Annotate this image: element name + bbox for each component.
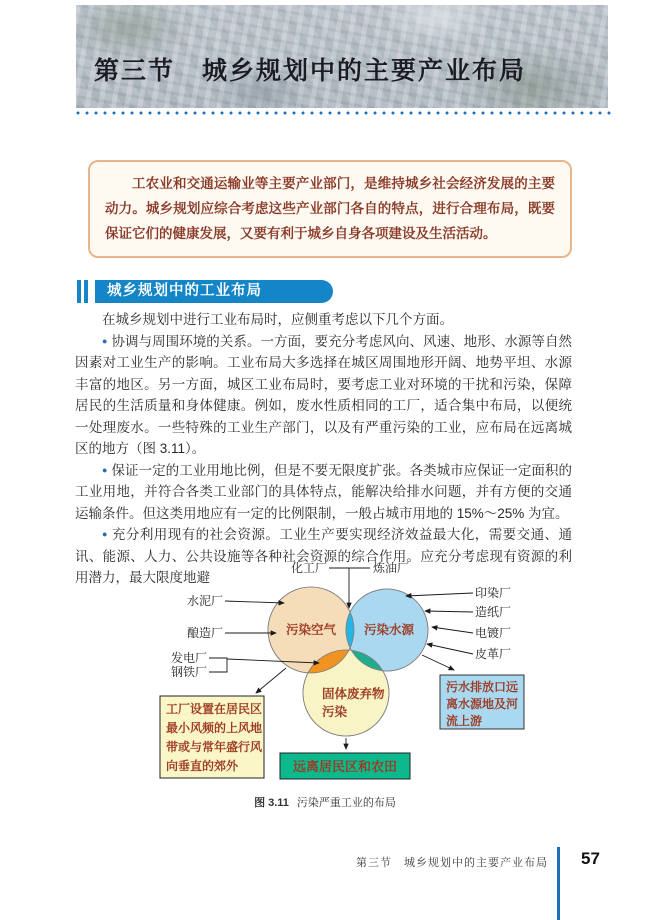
pollution-venn-diagram <box>75 556 575 796</box>
air-note-line: 最小风频的上风地 <box>166 721 263 735</box>
body-paragraph: 在城乡规划中进行工业布局时，应侧重考虑以下几个方面。 <box>102 312 453 327</box>
footer-section-title: 第三节 城乡规划中的主要产业布局 <box>356 857 548 869</box>
bullet-icon: ● <box>102 529 108 539</box>
body-paragraph: ● 充分利用现有的社会资源。工业生产要实现经济效益最大化，需要交通、通讯、能源、人力、公共设施等各种社会资源的综合作用。应充分考虑现有资源的利用潜力，最大限度地避 <box>75 527 573 585</box>
water-note-line: 污水排放口远 <box>446 680 519 694</box>
label-cement-plant: 水泥厂 <box>186 594 223 608</box>
label-electroplating-plant: 电镀厂 <box>475 626 512 640</box>
figure-caption-text: 污染严重工业的布局 <box>296 797 396 809</box>
section-heading-label: 城乡规划中的工业布局 <box>95 280 333 303</box>
dotted-divider <box>76 111 613 115</box>
solid-note-label: 远离居民区和农田 <box>292 759 398 774</box>
solid-waste-label-line1: 固体废弃物 <box>322 687 385 701</box>
section-heading <box>77 280 333 303</box>
label-leather-plant: 皮革厂 <box>475 647 512 661</box>
body-text <box>75 309 572 589</box>
air-note-line: 带或与常年盛行风 <box>166 740 263 754</box>
label-power-plant: 发电厂 <box>170 651 207 665</box>
label-steel-plant: 钢铁厂 <box>170 665 207 679</box>
intro-box <box>88 160 572 258</box>
air-note-line: 工厂设置在居民区 <box>166 702 263 716</box>
body-paragraph: ● 保证一定的工业用地比例，但是不要无限度扩张。各类城市应保证一定面积的工业用地，并符合各类工业部门的具体特点，能解决给排水问题，并有方便的交通运输条件。但这类用地应有一定的比例限制，一般占城市用地的 15%～25% 为宜。 <box>75 462 572 521</box>
header-aerial-photo <box>76 5 608 108</box>
bullet-icon: ● <box>102 464 108 475</box>
air-note-line: 向垂直的郊外 <box>166 759 239 773</box>
water-note-line: 流上游 <box>446 714 483 728</box>
figure-caption <box>75 794 575 810</box>
water-pollution-label: 污染水源 <box>363 623 415 637</box>
label-chemical-plant: 化工厂 <box>290 561 327 575</box>
water-note-line: 离水源地及河 <box>446 697 519 711</box>
intro-text: 工农业和交通运输业等主要产业部门，是维持城乡社会经济发展的主要动力。城乡规划应综合考虑这些产业部门各自的特点，进行合理布局，既要保证它们的健康发展，又要有利于城乡自身各项建设及生活活动。 <box>105 176 555 241</box>
air-pollution-label: 污染空气 <box>285 623 337 637</box>
label-paper-mill: 造纸厂 <box>475 605 512 619</box>
page-title: 第三节 城乡规划中的主要产业布局 <box>94 57 527 85</box>
figure-3-11 <box>75 556 575 796</box>
label-oil-refinery: 炼油厂 <box>373 561 410 575</box>
solid-waste-label-line2: 污染 <box>322 705 348 719</box>
label-dyeing-plant: 印染厂 <box>475 586 512 600</box>
footer-page-number: 57 <box>581 849 600 868</box>
bullet-icon: ● <box>102 335 108 346</box>
label-brewery: 酿造厂 <box>186 626 223 640</box>
heading-bar-icon <box>77 280 81 303</box>
body-paragraph: ● 协调与周围环境的关系。一方面，要充分考虑风向、风速、地形、水源等自然因素对工业生产的影响。工业布局大多选择在城区周围地形开阔、地势平坦、水源丰富的地区。另一方面，城区工业布局时，要考虑工业对环境的干扰和污染，保障居民的生活质量和身体健康。例如，废水性质相同的工厂，适合集中布局，以便统一处理废水。一些特殊的工业生产部门，以及有严重污染的工业，应布局在远离城区的地方（图 3.11）。 <box>75 333 572 456</box>
figure-caption-number: 图 3.11 <box>254 797 289 809</box>
footer-divider-bar <box>557 847 560 920</box>
heading-bar-icon <box>84 280 88 303</box>
